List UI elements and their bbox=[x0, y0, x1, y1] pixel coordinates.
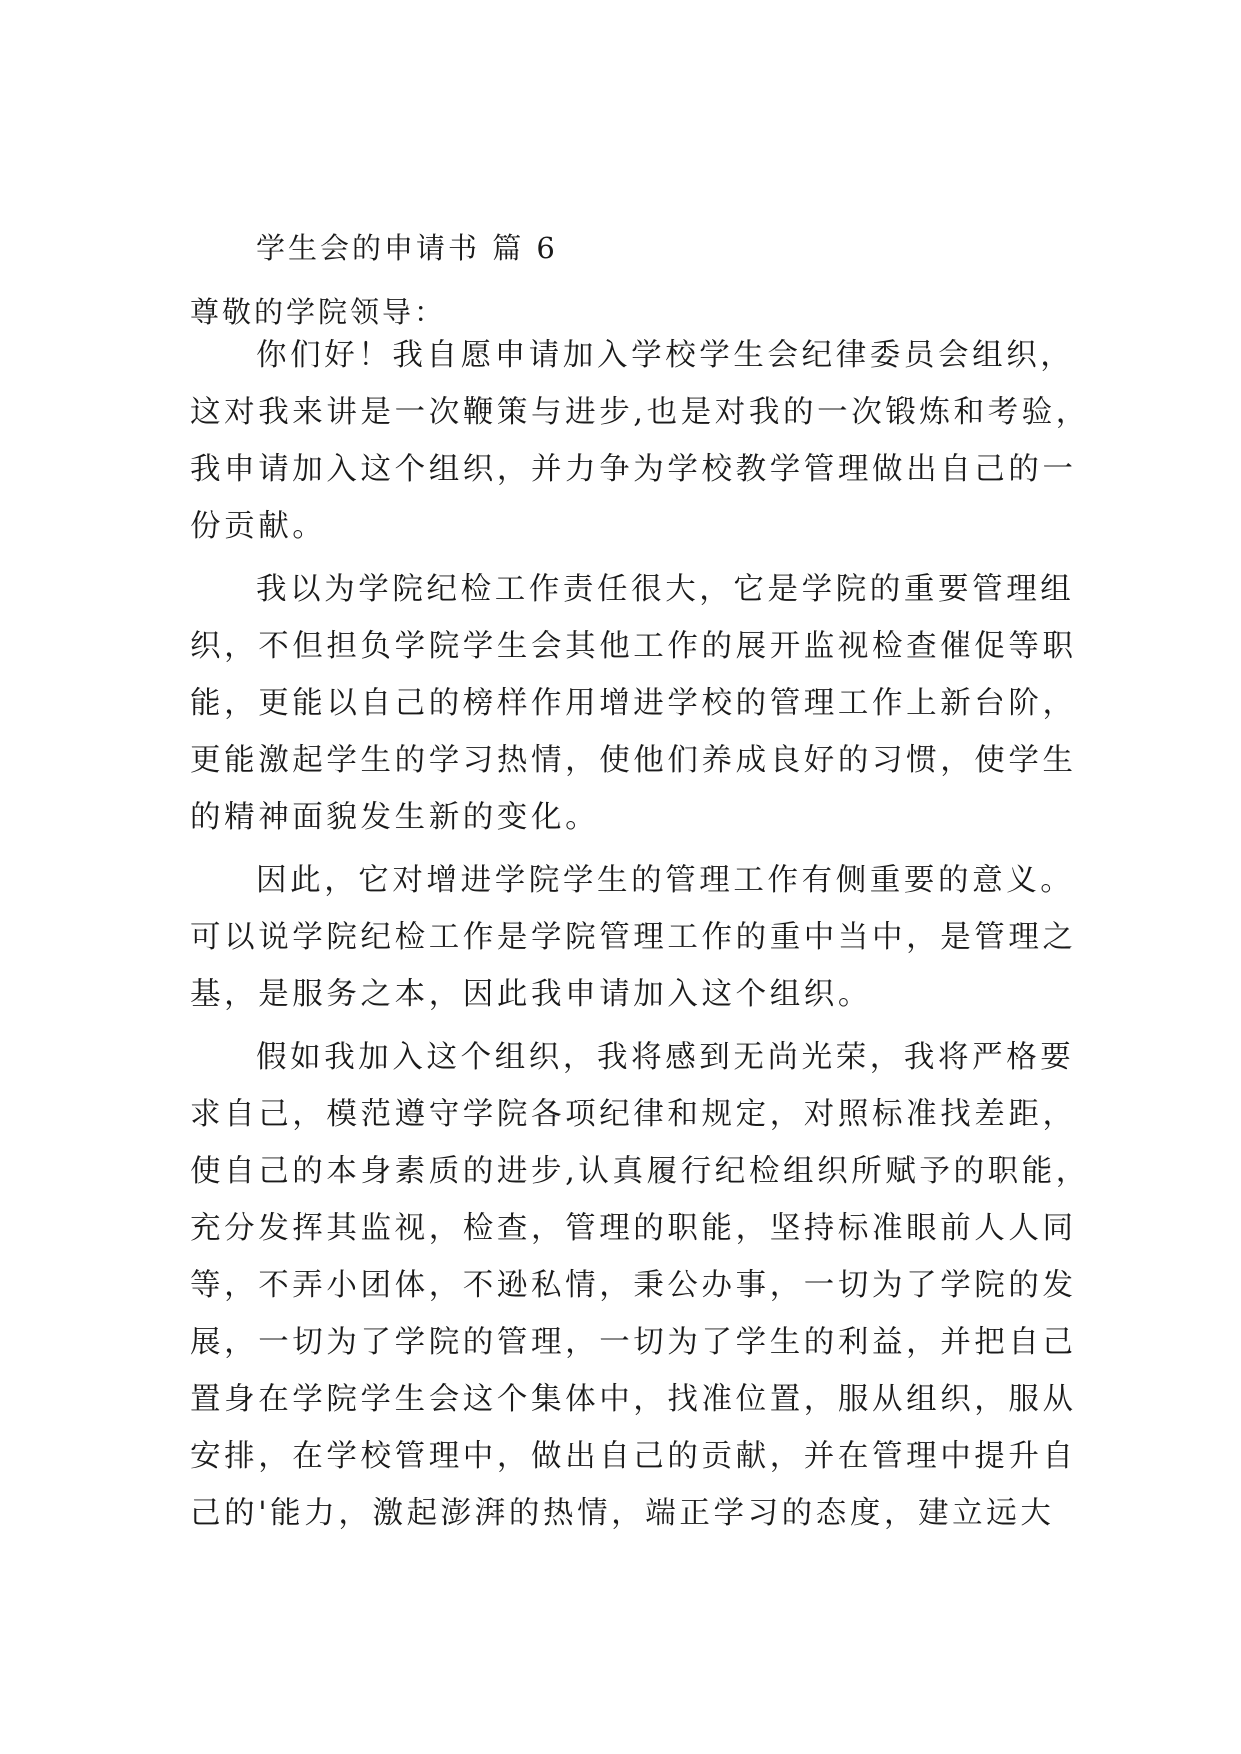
text-line: 因此，它对增进学院学生的管理工作有侧重要的意义。 bbox=[256, 863, 1075, 898]
text-line: 这对我来讲是一次鞭策与进步,也是对我的一次锻炼和考验， bbox=[190, 395, 1090, 430]
text-line: 我申请加入这个组织，并力争为学校教学管理做出自己的一 bbox=[190, 452, 1077, 487]
text-line: 使自己的本身素质的进步,认真履行纪检组织所赋予的职能， bbox=[190, 1154, 1090, 1189]
text-line: 你们好！我自愿申请加入学校学生会纪律委员会组织， bbox=[256, 338, 1075, 373]
text-line: 的精神面貌发生新的变化。 bbox=[190, 800, 600, 835]
text-line: 我以为学院纪检工作责任很大，它是学院的重要管理组 bbox=[256, 572, 1075, 607]
text-line: 求自己，模范遵守学院各项纪律和规定，对照标准找差距， bbox=[190, 1097, 1077, 1132]
text-line: 能，更能以自己的榜样作用增进学校的管理工作上新台阶， bbox=[190, 686, 1077, 721]
text-line: 假如我加入这个组织，我将感到无尚光荣，我将严格要 bbox=[256, 1040, 1075, 1075]
text-line: 等，不弄小团体，不逊私情，秉公办事，一切为了学院的发 bbox=[190, 1268, 1077, 1303]
text-line: 更能激起学生的学习热情，使他们养成良好的习惯，使学生 bbox=[190, 743, 1077, 778]
text-line: 可以说学院纪检工作是学院管理工作的重中当中，是管理之 bbox=[190, 920, 1077, 955]
text-line: 充分发挥其监视，检查，管理的职能，坚持标准眼前人人同 bbox=[190, 1211, 1077, 1246]
text-line: 基，是服务之本，因此我申请加入这个组织。 bbox=[190, 977, 872, 1012]
salutation: 尊敬的学院领导： bbox=[190, 295, 447, 329]
text-line: 安排，在学校管理中，做出自己的贡献，并在管理中提升自 bbox=[190, 1439, 1077, 1474]
text-line: 织，不但担负学院学生会其他工作的展开监视检查催促等职 bbox=[190, 629, 1077, 664]
document-title: 学生会的申请书 篇 6 bbox=[256, 231, 558, 265]
text-line: 己的'能力，激起澎湃的热情，端正学习的态度，建立远大 bbox=[190, 1496, 1055, 1531]
text-line: 置身在学院学生会这个集体中，找准位置，服从组织，服从 bbox=[190, 1382, 1077, 1417]
text-line: 份贡献。 bbox=[190, 509, 327, 544]
text-line: 展，一切为了学院的管理，一切为了学生的利益，并把自己 bbox=[190, 1325, 1077, 1360]
